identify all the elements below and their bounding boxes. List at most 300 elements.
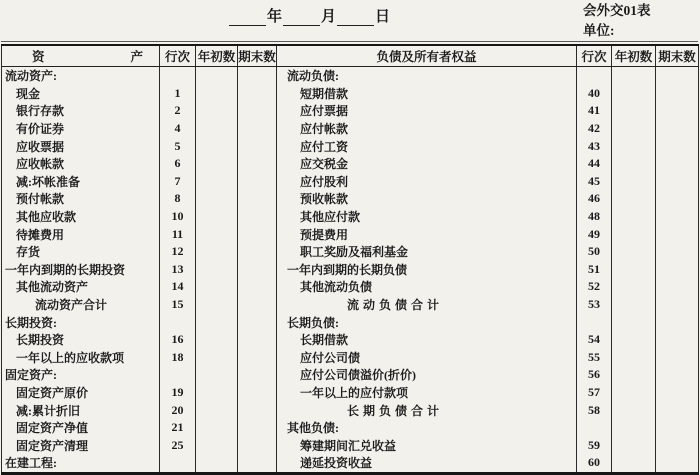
liability-line-no: 58 xyxy=(588,402,600,417)
asset-label: 减:坏帐准备 xyxy=(16,174,80,189)
asset-line-no: 21 xyxy=(171,420,184,435)
asset-label-cell xyxy=(2,384,160,402)
liability-end-period-cell xyxy=(656,401,699,419)
asset-label: 减:累计折旧 xyxy=(16,403,80,418)
header-end-period-left: 期末数 xyxy=(238,45,277,67)
asset-label: 其他应收款 xyxy=(16,210,77,225)
asset-label-cell xyxy=(2,401,160,419)
liability-line-no-cell xyxy=(577,313,612,331)
liability-begin-year-cell xyxy=(612,366,656,384)
table-row xyxy=(2,401,699,419)
table-row xyxy=(2,261,699,279)
liability-end-period-cell xyxy=(656,419,699,437)
form-number: 会外交01表 xyxy=(583,3,651,18)
liability-line-no-cell xyxy=(577,436,612,454)
asset-line-no: 7 xyxy=(174,173,181,188)
liability-line-no-cell xyxy=(577,419,612,437)
asset-label-cell xyxy=(2,436,160,454)
liability-line-no: 55 xyxy=(588,349,600,364)
liability-line-no-cell xyxy=(577,67,612,85)
table-header-row xyxy=(2,45,699,67)
liability-line-no-cell xyxy=(577,155,612,173)
liability-label: 预提费用 xyxy=(300,227,349,242)
liability-label: 长期负债合计 xyxy=(347,403,444,418)
month-blank xyxy=(283,10,320,26)
asset-begin-year-cell xyxy=(196,261,238,279)
asset-line-no: 6 xyxy=(174,156,181,171)
liability-label: 一年以上的应付款项 xyxy=(300,385,409,400)
liability-label: 应交税金 xyxy=(300,157,349,172)
asset-end-period-cell xyxy=(238,225,277,243)
table-row xyxy=(2,85,699,103)
liability-begin-year-cell xyxy=(612,243,656,261)
liability-begin-year-cell xyxy=(612,296,656,314)
asset-label: 银行存款 xyxy=(16,104,65,119)
table-row xyxy=(2,436,699,454)
liability-line-no-cell xyxy=(577,296,612,314)
liability-begin-year-cell xyxy=(612,313,656,331)
liability-label: 长期负债: xyxy=(287,315,339,330)
asset-end-period-cell xyxy=(238,278,277,296)
asset-begin-year-cell xyxy=(196,155,238,173)
liability-begin-year-cell xyxy=(612,190,656,208)
asset-end-period-cell xyxy=(238,366,277,384)
liability-label: 短期借款 xyxy=(300,86,349,101)
asset-label-cell xyxy=(2,261,160,279)
asset-begin-year-cell xyxy=(196,137,238,155)
liability-line-no-cell xyxy=(577,454,612,473)
asset-line-no: 8 xyxy=(174,191,181,206)
day-label: 日 xyxy=(375,9,391,25)
asset-line-no: 16 xyxy=(171,332,184,347)
asset-end-period-cell xyxy=(238,67,277,85)
liability-end-period-cell xyxy=(656,454,699,473)
liability-line-no-cell xyxy=(577,173,612,191)
liability-line-no-cell xyxy=(577,137,612,155)
header-liabilities: 负债及所有者权益 xyxy=(277,45,577,67)
asset-begin-year-cell xyxy=(196,243,238,261)
liability-line-no-cell xyxy=(577,190,612,208)
liability-label: 一年内到期的长期负债 xyxy=(287,262,408,277)
asset-line-no-cell xyxy=(160,67,196,85)
liability-begin-year-cell xyxy=(612,173,656,191)
asset-label-cell xyxy=(2,296,160,314)
table-row xyxy=(2,208,699,226)
asset-line-no-cell xyxy=(160,419,196,437)
asset-label-cell xyxy=(2,454,160,473)
asset-label: 有价证券 xyxy=(16,122,65,137)
liability-label-cell xyxy=(277,296,577,314)
form-meta xyxy=(583,1,651,41)
asset-line-no: 11 xyxy=(171,226,184,241)
liability-label-cell xyxy=(277,278,577,296)
date-line xyxy=(228,8,390,26)
asset-line-no: 12 xyxy=(171,244,184,259)
asset-begin-year-cell xyxy=(196,419,238,437)
asset-end-period-cell xyxy=(238,454,277,473)
liability-end-period-cell xyxy=(656,85,699,103)
table-row xyxy=(2,454,699,473)
liability-line-no-cell xyxy=(577,85,612,103)
liability-end-period-cell xyxy=(656,278,699,296)
liability-label: 长期借款 xyxy=(300,333,349,348)
liability-label: 其他应付款 xyxy=(300,210,361,225)
asset-end-period-cell xyxy=(238,436,277,454)
liability-label: 应付帐款 xyxy=(300,122,349,137)
asset-end-period-cell xyxy=(238,208,277,226)
header-assets-char1: 资 xyxy=(32,50,45,64)
liability-end-period-cell xyxy=(656,155,699,173)
asset-begin-year-cell xyxy=(196,102,238,120)
liability-end-period-cell xyxy=(656,349,699,367)
asset-end-period-cell xyxy=(238,173,277,191)
liability-label: 应付公司债 xyxy=(300,350,361,365)
liability-end-period-cell xyxy=(656,366,699,384)
asset-end-period-cell xyxy=(238,102,277,120)
asset-line-no: 13 xyxy=(171,261,184,276)
liability-label: 筹建期间汇兑收益 xyxy=(300,438,397,453)
liability-label-cell xyxy=(277,366,577,384)
table-row xyxy=(2,384,699,402)
asset-label: 固定资产: xyxy=(5,368,57,383)
asset-label: 固定资产净值 xyxy=(16,421,89,436)
liability-end-period-cell xyxy=(656,137,699,155)
liability-label: 预收帐款 xyxy=(300,192,349,207)
asset-begin-year-cell xyxy=(196,331,238,349)
liability-begin-year-cell xyxy=(612,331,656,349)
liability-label-cell xyxy=(277,67,577,85)
liability-label-cell xyxy=(277,208,577,226)
asset-label-cell xyxy=(2,243,160,261)
header-begin-year-left: 年初数 xyxy=(196,45,238,67)
liability-begin-year-cell xyxy=(612,261,656,279)
liability-label-cell xyxy=(277,225,577,243)
liability-line-no: 46 xyxy=(588,191,600,206)
table-row xyxy=(2,349,699,367)
asset-begin-year-cell xyxy=(196,120,238,138)
liability-line-no-cell xyxy=(577,225,612,243)
asset-label: 存货 xyxy=(16,245,41,260)
liability-begin-year-cell xyxy=(612,401,656,419)
table-row xyxy=(2,173,699,191)
liability-label-cell xyxy=(277,120,577,138)
liability-line-no-cell xyxy=(577,102,612,120)
asset-label: 现金 xyxy=(16,86,41,101)
asset-label: 固定资产清理 xyxy=(16,438,89,453)
asset-begin-year-cell xyxy=(196,401,238,419)
liability-end-period-cell xyxy=(656,67,699,85)
liability-line-no: 50 xyxy=(588,244,600,259)
sheet-table-wrapper xyxy=(1,41,698,475)
asset-end-period-cell xyxy=(238,296,277,314)
asset-line-no-cell xyxy=(160,173,196,191)
liability-label-cell xyxy=(277,401,577,419)
asset-begin-year-cell xyxy=(196,454,238,473)
year-label: 年 xyxy=(267,9,283,25)
liability-end-period-cell xyxy=(656,313,699,331)
asset-begin-year-cell xyxy=(196,296,238,314)
liability-line-no-cell xyxy=(577,243,612,261)
liability-begin-year-cell xyxy=(612,349,656,367)
table-row xyxy=(2,313,699,331)
asset-label: 长期投资: xyxy=(5,315,57,330)
asset-label: 长期投资 xyxy=(16,333,65,348)
liability-label-cell xyxy=(277,155,577,173)
liability-line-no-cell xyxy=(577,278,612,296)
asset-line-no: 5 xyxy=(174,138,181,153)
liability-begin-year-cell xyxy=(612,454,656,473)
liability-line-no: 45 xyxy=(588,173,600,188)
liability-end-period-cell xyxy=(656,261,699,279)
asset-end-period-cell xyxy=(238,384,277,402)
liability-line-no: 60 xyxy=(588,455,600,470)
liability-end-period-cell xyxy=(656,173,699,191)
liability-begin-year-cell xyxy=(612,225,656,243)
liability-line-no: 53 xyxy=(588,297,600,312)
asset-label-cell xyxy=(2,137,160,155)
asset-label-cell xyxy=(2,331,160,349)
asset-label-cell xyxy=(2,366,160,384)
table-row xyxy=(2,225,699,243)
liability-line-no-cell xyxy=(577,349,612,367)
asset-line-no-cell xyxy=(160,313,196,331)
asset-begin-year-cell xyxy=(196,208,238,226)
liability-line-no-cell xyxy=(577,261,612,279)
asset-label: 待摊费用 xyxy=(16,227,65,242)
asset-end-period-cell xyxy=(238,190,277,208)
liability-line-no-cell xyxy=(577,120,612,138)
liability-line-no-cell xyxy=(577,331,612,349)
liability-begin-year-cell xyxy=(612,419,656,437)
asset-label-cell xyxy=(2,67,160,85)
liability-begin-year-cell xyxy=(612,102,656,120)
liability-end-period-cell xyxy=(656,331,699,349)
asset-begin-year-cell xyxy=(196,85,238,103)
asset-line-no: 20 xyxy=(171,402,184,417)
asset-line-no: 1 xyxy=(174,85,181,100)
asset-begin-year-cell xyxy=(196,67,238,85)
asset-label-cell xyxy=(2,190,160,208)
asset-line-no-cell xyxy=(160,384,196,402)
asset-end-period-cell xyxy=(238,155,277,173)
asset-line-no: 2 xyxy=(174,103,181,118)
asset-line-no: 4 xyxy=(174,121,181,136)
asset-begin-year-cell xyxy=(196,190,238,208)
asset-line-no-cell xyxy=(160,225,196,243)
liability-label-cell xyxy=(277,454,577,473)
liability-line-no: 52 xyxy=(588,279,600,294)
asset-line-no-cell xyxy=(160,331,196,349)
asset-label: 在建工程: xyxy=(5,456,57,471)
liability-end-period-cell xyxy=(656,225,699,243)
liability-line-no: 51 xyxy=(588,261,600,276)
liability-label: 其他流动负债 xyxy=(300,280,373,295)
liability-label-cell xyxy=(277,261,577,279)
liability-end-period-cell xyxy=(656,296,699,314)
liability-line-no-cell xyxy=(577,366,612,384)
table-row xyxy=(2,331,699,349)
asset-label: 其他流动资产 xyxy=(16,280,89,295)
asset-label: 应收票据 xyxy=(16,139,65,154)
liability-end-period-cell xyxy=(656,384,699,402)
asset-begin-year-cell xyxy=(196,313,238,331)
liability-label-cell xyxy=(277,243,577,261)
liability-label: 其他负债: xyxy=(287,421,339,436)
liability-begin-year-cell xyxy=(612,137,656,155)
liability-line-no: 57 xyxy=(588,384,600,399)
asset-line-no-cell xyxy=(160,454,196,473)
asset-label: 一年内到期的长期投资 xyxy=(5,262,126,277)
asset-begin-year-cell xyxy=(196,366,238,384)
header-line-no-right: 行次 xyxy=(577,45,612,67)
asset-line-no-cell xyxy=(160,190,196,208)
asset-line-no-cell xyxy=(160,366,196,384)
liability-line-no: 56 xyxy=(588,367,600,382)
asset-begin-year-cell xyxy=(196,436,238,454)
asset-label-cell xyxy=(2,173,160,191)
table-row xyxy=(2,137,699,155)
asset-end-period-cell xyxy=(238,137,277,155)
liability-line-no: 40 xyxy=(588,85,600,100)
table-row xyxy=(2,120,699,138)
liability-end-period-cell xyxy=(656,190,699,208)
asset-begin-year-cell xyxy=(196,173,238,191)
asset-line-no: 10 xyxy=(171,209,184,224)
day-blank xyxy=(337,10,374,26)
header-assets xyxy=(2,45,160,67)
asset-begin-year-cell xyxy=(196,278,238,296)
table-row xyxy=(2,102,699,120)
month-label: 月 xyxy=(321,9,337,25)
asset-line-no-cell xyxy=(160,296,196,314)
asset-end-period-cell xyxy=(238,313,277,331)
asset-label-cell xyxy=(2,102,160,120)
asset-label-cell xyxy=(2,313,160,331)
asset-line-no-cell xyxy=(160,208,196,226)
liability-line-no-cell xyxy=(577,208,612,226)
liability-begin-year-cell xyxy=(612,208,656,226)
liability-begin-year-cell xyxy=(612,67,656,85)
asset-begin-year-cell xyxy=(196,349,238,367)
table-row xyxy=(2,190,699,208)
liability-begin-year-cell xyxy=(612,436,656,454)
liability-line-no: 44 xyxy=(588,156,600,171)
asset-label-cell xyxy=(2,349,160,367)
header-assets-char2: 产 xyxy=(130,50,143,64)
asset-label: 一年以上的应收款项 xyxy=(16,350,125,365)
liability-end-period-cell xyxy=(656,243,699,261)
asset-label: 应收帐款 xyxy=(16,157,65,172)
liability-label-cell xyxy=(277,331,577,349)
liability-line-no: 54 xyxy=(588,332,600,347)
liability-label-cell xyxy=(277,190,577,208)
liability-label-cell xyxy=(277,173,577,191)
asset-end-period-cell xyxy=(238,261,277,279)
liability-label: 应付工资 xyxy=(300,139,349,154)
liability-label: 流动负债合计 xyxy=(347,298,444,313)
asset-label-cell xyxy=(2,120,160,138)
table-body xyxy=(2,67,699,474)
liability-begin-year-cell xyxy=(612,85,656,103)
table-row xyxy=(2,243,699,261)
year-blank xyxy=(229,10,266,26)
balance-sheet-table xyxy=(1,44,699,475)
header-end-period-right: 期末数 xyxy=(656,45,699,67)
liability-line-no: 49 xyxy=(588,226,600,241)
liability-line-no-cell xyxy=(577,401,612,419)
asset-label-cell xyxy=(2,278,160,296)
asset-line-no-cell xyxy=(160,102,196,120)
liability-label-cell xyxy=(277,85,577,103)
asset-label: 流动资产合计 xyxy=(35,298,108,313)
table-row xyxy=(2,278,699,296)
asset-line-no: 19 xyxy=(171,384,184,399)
liability-label-cell xyxy=(277,102,577,120)
asset-label-cell xyxy=(2,225,160,243)
asset-line-no-cell xyxy=(160,155,196,173)
asset-line-no: 14 xyxy=(171,279,184,294)
table-row xyxy=(2,67,699,85)
liability-line-no: 41 xyxy=(588,103,600,118)
liability-end-period-cell xyxy=(656,120,699,138)
asset-begin-year-cell xyxy=(196,384,238,402)
liability-label: 流动负债: xyxy=(287,69,339,84)
liability-end-period-cell xyxy=(656,208,699,226)
liability-begin-year-cell xyxy=(612,120,656,138)
asset-end-period-cell xyxy=(238,331,277,349)
asset-line-no-cell xyxy=(160,243,196,261)
liability-label-cell xyxy=(277,436,577,454)
liability-line-no: 43 xyxy=(588,138,600,153)
asset-label-cell xyxy=(2,419,160,437)
asset-end-period-cell xyxy=(238,419,277,437)
unit-label: 单位: xyxy=(583,23,615,38)
liability-line-no: 48 xyxy=(588,209,600,224)
liability-begin-year-cell xyxy=(612,278,656,296)
liability-begin-year-cell xyxy=(612,384,656,402)
asset-begin-year-cell xyxy=(196,225,238,243)
liability-label: 职工奖励及福利基金 xyxy=(300,245,409,260)
asset-line-no-cell xyxy=(160,120,196,138)
asset-line-no-cell xyxy=(160,137,196,155)
table-row xyxy=(2,419,699,437)
table-row xyxy=(2,296,699,314)
liability-end-period-cell xyxy=(656,436,699,454)
asset-line-no-cell xyxy=(160,436,196,454)
asset-label-cell xyxy=(2,85,160,103)
liability-label-cell xyxy=(277,137,577,155)
liability-label: 应付票据 xyxy=(300,104,349,119)
asset-line-no: 25 xyxy=(171,437,184,452)
liability-end-period-cell xyxy=(656,102,699,120)
table-row xyxy=(2,366,699,384)
header-begin-year-right: 年初数 xyxy=(612,45,656,67)
asset-line-no-cell xyxy=(160,85,196,103)
asset-line-no-cell xyxy=(160,349,196,367)
liability-label: 应付股利 xyxy=(300,174,349,189)
liability-label-cell xyxy=(277,384,577,402)
asset-line-no-cell xyxy=(160,401,196,419)
asset-label: 固定资产原价 xyxy=(16,385,89,400)
asset-label: 预付帐款 xyxy=(16,192,65,207)
liability-label: 应付公司债溢价(折价) xyxy=(300,368,416,383)
asset-line-no: 15 xyxy=(171,297,184,312)
liability-label-cell xyxy=(277,349,577,367)
asset-end-period-cell xyxy=(238,85,277,103)
table-row xyxy=(2,155,699,173)
asset-end-period-cell xyxy=(238,243,277,261)
liability-label-cell xyxy=(277,313,577,331)
